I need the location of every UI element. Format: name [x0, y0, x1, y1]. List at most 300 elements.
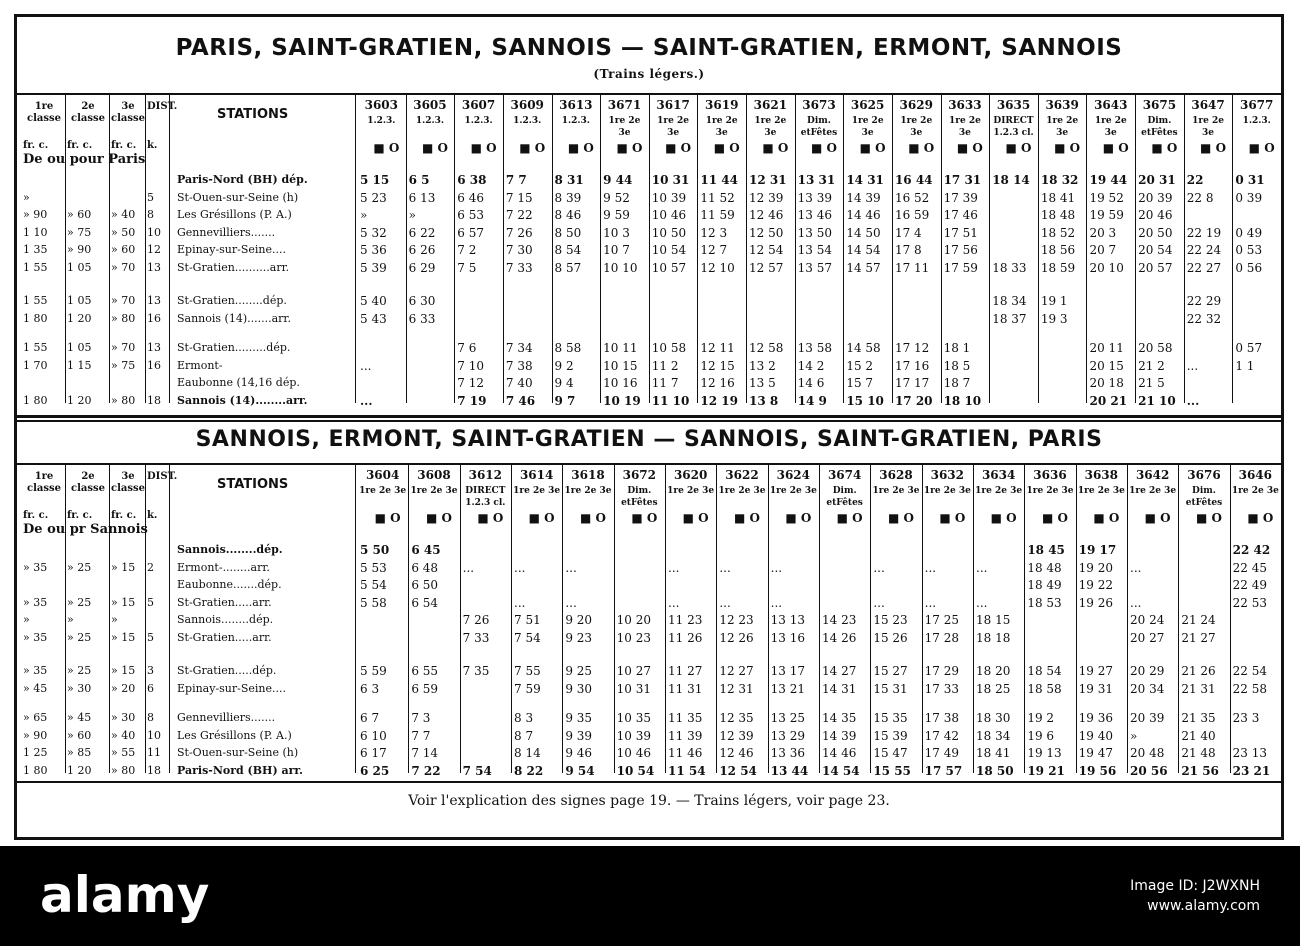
top-train-marker: ■ O — [665, 141, 692, 155]
top-time-cell: 15 10 — [846, 393, 884, 408]
bottom-time-cell: 19 31 — [1078, 681, 1114, 696]
timetable-sheet — [14, 14, 1284, 840]
bottom-time-cell: 12 35 — [719, 711, 754, 725]
bottom-train-number: 3612 — [468, 468, 503, 482]
top-train-marker: ■ O — [421, 141, 448, 155]
top-time-cell: 17 31 — [943, 173, 982, 187]
top-train-rule — [503, 93, 504, 403]
bottom-time-cell: ... — [770, 560, 783, 575]
bottom-time-cell: 14 23 — [822, 613, 857, 627]
bottom-time-cell: 19 22 — [1078, 578, 1114, 592]
bottom-time-cell: 19 47 — [1078, 746, 1114, 760]
bottom-time-cell: ... — [462, 560, 475, 575]
top-time-cell: 5 23 — [360, 190, 387, 205]
bottom-train-marker: ■ O — [1144, 511, 1171, 525]
top-station-name: Paris-Nord (BH) dép. — [177, 173, 308, 186]
bottom-train-marker: ■ O — [374, 511, 401, 525]
bottom-time-cell: 6 54 — [411, 595, 439, 610]
bottom-train-class: 1re 2e 3e — [923, 486, 971, 496]
top-train-number: 3617 — [656, 98, 690, 112]
bottom-fare-cell: » 35 — [23, 664, 48, 677]
top-station-name: Les Grésillons (P. A.) — [177, 208, 292, 221]
top-train-marker: ■ O — [1005, 141, 1032, 155]
bottom-train-number: 3636 — [1033, 468, 1067, 482]
watermark-bar — [0, 846, 1300, 946]
top-time-cell: 10 16 — [603, 376, 638, 390]
top-time-cell: 6 57 — [457, 225, 484, 240]
top-time-cell: 12 3 — [700, 225, 728, 240]
bottom-train-class: 1re 2e 3e — [667, 486, 715, 496]
bottom-time-cell: 11 35 — [668, 711, 703, 725]
bottom-train-class: 1re 2e 3e — [1129, 486, 1177, 496]
bottom-train-class: 1re 2e 3e — [410, 486, 458, 496]
bottom-station-name: St-Gratien.....arr. — [177, 595, 272, 609]
bottom-time-cell: 7 51 — [514, 613, 541, 627]
bottom-train-class: 1re 2e 3e — [564, 486, 612, 496]
bottom-train-marker: ■ O — [682, 511, 709, 525]
top-time-cell: 0 53 — [1235, 243, 1263, 257]
bottom-time-cell: 22 42 — [1232, 543, 1271, 557]
top-fare-cell: 1 70 — [23, 358, 48, 372]
top-train-rule — [1086, 93, 1087, 403]
bottom-train-marker: ■ O — [939, 511, 966, 525]
bottom-fare-cell: 6 — [147, 681, 154, 695]
top-fare-cell: » — [23, 190, 30, 204]
bottom-time-cell: 9 54 — [565, 763, 595, 778]
top-time-cell: 22 29 — [1186, 294, 1222, 308]
bottom-fare-cell: » — [111, 613, 118, 626]
bottom-time-cell: 13 25 — [770, 711, 806, 725]
bottom-time-cell: 23 21 — [1232, 763, 1271, 778]
bottom-time-cell: 19 40 — [1078, 728, 1114, 743]
bottom-time-cell: 11 23 — [668, 613, 703, 627]
bottom-time-cell: 14 54 — [822, 763, 860, 778]
top-time-cell: 6 26 — [408, 243, 436, 257]
top-class-header: 1re classe — [27, 101, 61, 124]
top-train-number: 3613 — [559, 98, 593, 112]
top-time-cell: 20 3 — [1089, 225, 1117, 240]
top-fare-cell: 1 20 — [67, 311, 92, 325]
top-vrule — [65, 93, 66, 403]
top-train-class: 1.2.3. — [513, 116, 542, 126]
top-time-cell: 17 56 — [943, 243, 978, 257]
top-fare-cell: 1 05 — [67, 260, 92, 274]
bottom-fare-cell: » 40 — [111, 728, 136, 742]
top-time-cell: 7 10 — [457, 358, 484, 373]
bottom-fare-cell: » 20 — [111, 681, 136, 695]
top-train-rule — [1232, 93, 1233, 403]
top-time-cell: 20 31 — [1138, 173, 1176, 187]
bottom-fare-cell: 8 — [147, 711, 154, 724]
bottom-train-class: 1re 2e 3e — [1026, 486, 1074, 496]
top-unit: fr. c. — [111, 140, 137, 151]
top-fare-cell: 1 10 — [23, 225, 48, 239]
bottom-train-number: 3624 — [776, 468, 811, 482]
bottom-train-class: Dim. etFêtes — [621, 486, 658, 508]
bottom-train-number: 3628 — [879, 468, 913, 482]
top-train-rule — [746, 93, 747, 403]
top-time-cell: 7 2 — [457, 243, 477, 257]
top-time-cell: 22 32 — [1186, 311, 1222, 326]
top-time-cell: 20 21 — [1089, 393, 1128, 408]
bottom-fare-cell: » 80 — [111, 763, 136, 777]
bottom-unit: k. — [147, 510, 158, 521]
top-time-cell: 14 9 — [797, 393, 827, 408]
top-train-class: 1re 2e 3e — [608, 116, 641, 138]
bottom-time-cell: 15 35 — [873, 711, 908, 725]
bottom-time-cell: 21 40 — [1181, 728, 1216, 743]
bottom-fare-cell: » 35 — [23, 595, 48, 609]
top-time-cell: 20 54 — [1138, 243, 1173, 257]
top-time-cell: 20 50 — [1138, 225, 1173, 240]
bottom-time-cell: 17 25 — [924, 613, 960, 627]
bottom-time-cell: 13 29 — [770, 728, 806, 743]
top-fare-cell: 18 — [147, 393, 161, 407]
top-train-rule — [1135, 93, 1136, 403]
top-train-class: 1re 2e 3e — [754, 116, 787, 138]
top-time-cell: 10 3 — [603, 225, 630, 240]
top-time-cell: 0 31 — [1235, 173, 1265, 187]
top-time-cell: 12 46 — [749, 208, 784, 222]
bottom-vrule — [169, 463, 170, 773]
top-time-cell: 20 58 — [1138, 341, 1173, 355]
bottom-fare-cell: » 65 — [23, 711, 48, 724]
top-train-number: 3605 — [413, 98, 447, 112]
bottom-train-number: 3674 — [827, 468, 862, 482]
bottom-time-cell: 18 20 — [976, 664, 1011, 678]
top-time-cell: 5 15 — [360, 173, 390, 187]
bottom-time-cell: 7 3 — [411, 711, 431, 725]
bottom-time-cell: 12 46 — [719, 746, 754, 760]
top-time-cell: 8 31 — [554, 173, 584, 187]
top-train-marker: ■ O — [762, 141, 789, 155]
bottom-class-header: 2e classe — [71, 471, 105, 494]
top-class-header: DIST. — [147, 101, 178, 112]
top-train-rule — [892, 93, 893, 403]
top-time-cell: 17 4 — [894, 225, 922, 240]
top-time-cell: 18 56 — [1040, 243, 1076, 257]
top-time-cell: 7 38 — [505, 358, 533, 373]
top-train-number: 3647 — [1191, 98, 1225, 112]
bottom-train-class: Dim. etFêtes — [826, 486, 863, 508]
bottom-fare-cell: » 45 — [23, 681, 48, 695]
top-time-cell: 12 50 — [749, 225, 784, 240]
bottom-train-number: 3614 — [519, 468, 554, 482]
bottom-fare-cell: 1 80 — [23, 763, 48, 777]
top-fare-cell: 16 — [147, 358, 161, 372]
top-train-marker: ■ O — [567, 141, 594, 155]
bottom-time-cell: 21 26 — [1181, 664, 1216, 678]
bottom-train-class: 1re 2e 3e — [1231, 486, 1279, 496]
bottom-time-cell: 11 26 — [668, 630, 703, 645]
bottom-time-cell: 13 17 — [770, 664, 806, 678]
top-time-cell: 20 10 — [1089, 260, 1124, 275]
bottom-time-cell: 21 31 — [1181, 681, 1216, 696]
top-train-marker: ■ O — [1200, 141, 1227, 155]
top-fare-cell: 1 05 — [67, 341, 92, 354]
bottom-time-cell: 17 33 — [924, 681, 960, 696]
top-time-cell: 5 32 — [360, 225, 387, 240]
bottom-fare-heading: De ou pr Sannois — [23, 522, 148, 537]
top-train-class: 1re 2e 3e — [657, 116, 690, 138]
top-time-cell: 0 39 — [1235, 190, 1263, 205]
bottom-fare-cell: » 25 — [67, 560, 92, 574]
top-time-cell: 13 54 — [797, 243, 833, 257]
top-time-cell: 9 52 — [603, 190, 630, 205]
bottom-time-cell: 19 2 — [1027, 711, 1055, 725]
top-train-rule — [989, 93, 990, 403]
top-train-marker: ■ O — [616, 141, 643, 155]
bottom-train-class: Dim. etFêtes — [1185, 486, 1223, 508]
top-train-number: 3619 — [705, 98, 739, 112]
bottom-time-cell: 6 45 — [411, 543, 441, 557]
top-time-cell: 16 44 — [894, 173, 933, 187]
top-time-cell: 20 15 — [1089, 358, 1124, 373]
top-fare-cell: 1 55 — [23, 341, 48, 354]
top-train-class: 1.2.3. — [367, 116, 396, 126]
bottom-time-cell: 9 25 — [565, 664, 593, 678]
footer-note: Voir l'explication des signes page 19. — Trains légers, voir page 23. — [408, 793, 890, 809]
top-time-cell: 5 36 — [360, 243, 387, 257]
top-time-cell: 17 16 — [894, 358, 930, 373]
bottom-station-name: St-Ouen-sur-Seine (h) — [177, 746, 299, 759]
top-train-class: 1re 2e 3e — [851, 116, 884, 138]
bottom-train-rule — [511, 463, 512, 773]
top-train-class: Dim. etFêtes — [1141, 116, 1178, 138]
bottom-train-rule — [1230, 463, 1231, 773]
top-fare-cell: 1 55 — [23, 294, 48, 307]
top-time-cell: 19 3 — [1040, 311, 1068, 326]
bottom-fare-cell: » 15 — [111, 664, 136, 677]
top-time-cell: 16 59 — [894, 208, 930, 222]
bottom-time-cell: ... — [976, 595, 988, 610]
top-station-name: Sannois (14)........arr. — [177, 393, 308, 407]
top-train-number: 3673 — [802, 98, 836, 112]
top-train-number: 3621 — [753, 98, 788, 112]
top-time-cell: 13 50 — [797, 225, 833, 240]
top-title: PARIS, SAINT-GRATIEN, SANNOIS — SAINT-GRATIEN, ERMONT, SANNOIS — [175, 35, 1123, 61]
bottom-time-cell: 20 56 — [1130, 763, 1168, 778]
bottom-time-cell: 17 29 — [924, 664, 960, 678]
top-time-cell: » — [360, 208, 368, 222]
top-time-cell: ... — [1186, 358, 1199, 373]
bottom-train-marker: ■ O — [426, 511, 452, 525]
bottom-time-cell: 14 27 — [822, 664, 857, 678]
top-train-rule — [941, 93, 942, 403]
top-time-cell: 14 2 — [797, 358, 825, 373]
bottom-vrule — [65, 463, 66, 773]
top-train-marker: ■ O — [1102, 141, 1129, 155]
bottom-time-cell: 7 55 — [514, 664, 541, 678]
bottom-time-cell: 7 54 — [514, 630, 541, 645]
bottom-station-name: Sannois........dép. — [177, 543, 283, 556]
top-time-cell: 11 7 — [651, 376, 679, 390]
top-train-marker: ■ O — [811, 141, 837, 155]
bottom-time-cell: 20 24 — [1130, 613, 1165, 627]
bottom-time-cell: 8 3 — [514, 711, 534, 725]
top-train-rule — [454, 93, 455, 403]
top-time-cell: 5 40 — [360, 294, 387, 308]
bottom-train-marker: ■ O — [1042, 511, 1068, 525]
bottom-time-cell: 5 53 — [360, 560, 387, 575]
top-time-cell: 20 39 — [1138, 190, 1173, 205]
bottom-train-number: 3646 — [1238, 468, 1273, 482]
bottom-time-cell: 21 24 — [1181, 613, 1216, 627]
top-time-cell: 12 11 — [700, 341, 735, 355]
bottom-time-cell: 22 54 — [1232, 664, 1268, 678]
bottom-time-cell: 21 27 — [1181, 630, 1216, 645]
top-station-name: St-Gratien........dép. — [177, 294, 287, 307]
top-time-cell: 16 52 — [894, 190, 930, 205]
bottom-time-cell: 7 54 — [462, 763, 492, 778]
top-time-cell: 14 6 — [797, 376, 825, 390]
top-time-cell: 7 46 — [505, 393, 536, 408]
top-time-cell: ... — [1186, 393, 1200, 408]
top-fare-cell: 1 80 — [23, 311, 48, 325]
top-train-rule — [697, 93, 698, 403]
top-vrule — [169, 93, 170, 403]
top-time-cell: 6 13 — [408, 190, 436, 205]
bottom-time-cell: 7 14 — [411, 746, 439, 760]
bottom-train-marker: ■ O — [734, 511, 760, 525]
bottom-time-cell: 19 26 — [1078, 595, 1114, 610]
top-train-number: 3633 — [948, 98, 982, 112]
top-time-cell: 7 33 — [505, 260, 533, 275]
top-time-cell: 7 40 — [505, 376, 533, 390]
bottom-time-cell: 7 33 — [462, 630, 490, 645]
top-fare-cell: » 90 — [23, 208, 48, 221]
top-class-header: 3e classe — [111, 101, 145, 124]
top-train-number: 3675 — [1142, 98, 1177, 112]
bottom-time-cell: 23 3 — [1232, 711, 1260, 725]
bottom-class-header: 3e classe — [111, 471, 145, 494]
top-time-cell: 7 30 — [505, 243, 533, 257]
bottom-time-cell: 12 27 — [719, 664, 754, 678]
bottom-train-class: 1re 2e 3e — [872, 486, 920, 496]
top-station-name: Eaubonne (14,16 dép. — [177, 376, 300, 389]
bottom-time-cell: ... — [668, 595, 680, 610]
bottom-time-cell: 17 42 — [924, 728, 960, 743]
bottom-fare-cell: » 35 — [23, 560, 48, 574]
bottom-time-cell: ... — [514, 595, 526, 610]
top-time-cell: 6 33 — [408, 311, 436, 326]
bottom-time-cell: 7 7 — [411, 728, 431, 743]
top-train-rule — [552, 93, 553, 403]
bottom-time-cell: 5 54 — [360, 578, 387, 592]
top-train-class: Dim. etFêtes — [800, 116, 838, 138]
top-time-cell: 17 46 — [943, 208, 978, 222]
top-time-cell: 12 16 — [700, 376, 735, 390]
bottom-time-cell: 14 35 — [822, 711, 857, 725]
top-fare-cell: » 60 — [111, 243, 136, 256]
top-stations-label: STATIONS — [217, 107, 289, 122]
top-time-cell: 8 57 — [554, 260, 582, 275]
bottom-station-name: Epinay-sur-Seine.... — [177, 681, 287, 695]
top-time-cell: 19 52 — [1089, 190, 1124, 205]
bottom-time-cell: 6 59 — [411, 681, 439, 696]
top-time-cell: 22 — [1186, 173, 1204, 187]
top-time-cell: 15 7 — [846, 376, 874, 390]
bottom-time-cell: 18 18 — [976, 630, 1011, 645]
top-train-class: 1re 2e 3e — [1046, 116, 1079, 138]
bottom-fare-cell: 5 — [147, 595, 154, 609]
top-train-class: 1re 2e 3e — [900, 116, 933, 138]
top-train-number: 3643 — [1094, 98, 1128, 112]
top-time-cell: 13 31 — [797, 173, 836, 187]
top-time-cell: 12 19 — [700, 393, 738, 408]
bottom-time-cell: 15 47 — [873, 746, 908, 760]
bottom-time-cell: 11 54 — [668, 763, 706, 778]
bottom-train-rule — [1127, 463, 1128, 773]
bottom-time-cell: ... — [1130, 560, 1142, 575]
bottom-time-cell: ... — [719, 595, 731, 610]
bottom-time-cell: ... — [976, 560, 988, 575]
bottom-time-cell: 22 58 — [1232, 681, 1268, 696]
bottom-time-cell: ... — [668, 560, 680, 575]
bottom-fare-cell: 1 25 — [23, 746, 48, 759]
bottom-fare-cell: 5 — [147, 630, 154, 644]
top-train-marker: ■ O — [859, 141, 886, 155]
bottom-station-name: Ermont-........arr. — [177, 560, 270, 574]
top-time-cell: 10 15 — [603, 358, 638, 373]
top-time-cell: 7 34 — [505, 341, 533, 355]
bottom-time-cell: 9 23 — [565, 630, 593, 645]
top-time-cell: 13 39 — [797, 190, 833, 205]
top-time-cell: 14 50 — [846, 225, 881, 240]
top-fare-cell: » 70 — [111, 260, 136, 274]
top-time-cell: 18 48 — [1040, 208, 1076, 222]
top-time-cell: 17 17 — [894, 376, 930, 390]
top-time-cell: 10 31 — [651, 173, 690, 187]
top-time-cell: 11 52 — [700, 190, 735, 205]
top-time-cell: 10 10 — [603, 260, 638, 275]
top-station-name: Gennevilliers....... — [177, 225, 276, 239]
bottom-time-cell: 7 22 — [411, 763, 441, 778]
top-fare-cell: 8 — [147, 208, 154, 221]
bottom-time-cell: 11 39 — [668, 728, 703, 743]
top-train-marker: ■ O — [1151, 141, 1178, 155]
bottom-train-rule — [614, 463, 615, 773]
bottom-fare-cell: 10 — [147, 728, 161, 742]
top-time-cell: 20 57 — [1138, 260, 1173, 275]
top-time-cell: 13 57 — [797, 260, 833, 275]
top-train-rule — [406, 93, 407, 403]
bottom-header-rule — [17, 463, 1281, 465]
top-time-cell: 22 27 — [1186, 260, 1222, 275]
top-fare-cell: 13 — [147, 260, 161, 274]
top-train-rule — [600, 93, 601, 403]
top-time-cell: 10 19 — [603, 393, 641, 408]
bottom-time-cell: 17 49 — [924, 746, 960, 760]
watermark-image-id: Image ID: J2WXNH — [1130, 878, 1260, 894]
bottom-time-cell: » — [1130, 728, 1138, 743]
bottom-time-cell: 22 45 — [1232, 560, 1268, 575]
bottom-fare-cell: » 90 — [23, 728, 48, 742]
bottom-time-cell: 20 27 — [1130, 630, 1165, 645]
top-train-class: 1.2.3. — [464, 116, 493, 126]
top-unit: fr. c. — [67, 140, 93, 151]
top-vrule — [145, 93, 146, 403]
top-fare-cell: » 60 — [67, 208, 92, 221]
bottom-time-cell: 18 45 — [1027, 543, 1065, 557]
top-train-class: 1re 2e 3e — [1094, 116, 1127, 138]
top-fare-cell: » 70 — [111, 294, 136, 307]
top-unit: k. — [147, 140, 158, 151]
bottom-time-cell: 7 59 — [514, 681, 541, 696]
top-train-number: 3625 — [850, 98, 885, 112]
top-fare-cell: 12 — [147, 243, 161, 256]
top-fare-cell: 1 55 — [23, 260, 48, 274]
